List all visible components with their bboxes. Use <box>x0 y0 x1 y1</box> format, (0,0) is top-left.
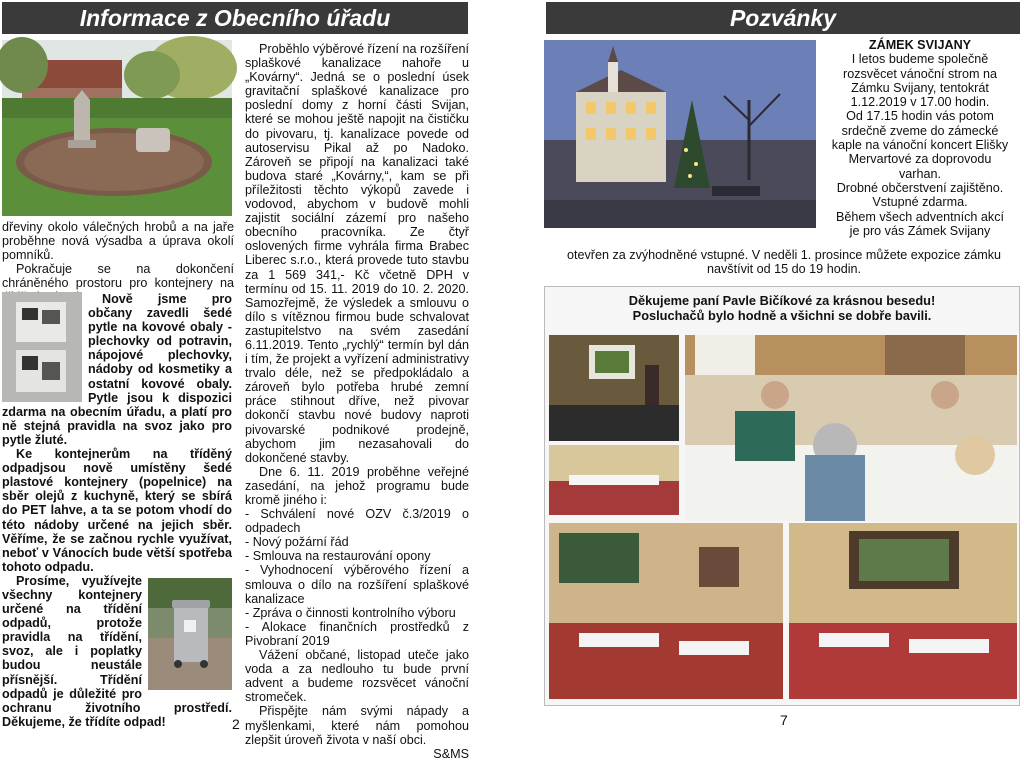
closing-advent: Vážení občané, listopad uteče jako voda a za nedlouho tu bude první advent a budeme rozsvěcet vánoční stromeček. <box>245 648 469 705</box>
agenda-item: - Nový požární řád <box>245 535 349 550</box>
bin-photo <box>148 578 232 690</box>
castle-line: varhan. <box>898 166 941 181</box>
event-photo-5 <box>789 523 1017 699</box>
thanks-line: Posluchačů bylo hodně a všichni se dobře bavili. <box>632 308 932 323</box>
closing-ideas-text: Přispějte nám svými nápady a myšlenkami, které nám pomohou zlepšit úroveň života v naší obci. <box>245 704 469 747</box>
thanks-box <box>544 286 1020 706</box>
left-col2 <box>245 42 469 761</box>
agenda-item: - Vyhodnocení výběrového řízení a smlouva o dílo na rozšíření splaškové kanalizace <box>245 563 469 606</box>
closing-ideas <box>245 704 469 761</box>
castle-line: I letos budeme společně <box>851 52 989 67</box>
agenda-item: - Zpráva o činnosti kontrolního výboru <box>245 605 456 620</box>
castle-line: 1.12.2019 v 17.00 hodin. <box>850 95 990 110</box>
agenda-item: - Schválení nové OZV č.3/2019 o odpadech <box>245 507 469 536</box>
paragraph-trees: dřeviny okolo válečných hrobů a na jaře proběhne nová výsadba a úprava okolí pomníků. <box>2 220 234 263</box>
castle-line: Mervartové za doprovodu <box>848 152 992 167</box>
right-page <box>518 0 1024 732</box>
event-photo-4 <box>549 523 783 699</box>
castle-photo <box>544 40 816 228</box>
thanks-line: Děkujeme paní Pavle Bičíkové za krásnou besedu! <box>628 293 936 308</box>
castle-line: Vstupné zdarma. <box>872 195 968 210</box>
oil-containers-text: Ke kontejnerům na tříděný odpadjsou nově umístěny šedé plastové kontejnery (popelnice) na sběr olejů z kuchyně, který se sbírá do PET lahve, a ta se potom vhodí do této nádoby určené na jejich sběr. Věříme, že se začnou rychle využívat, neboť v Vánocích bude větší spotřeba tohoto odpadu. <box>2 447 232 574</box>
event-photo-3 <box>549 445 679 515</box>
appeal-text: Prosíme, využívejte všechny kontejnery určené na třídění odpadů, protože pravidla na třídění, svoz, ale i poplatky budou neustále přísnější. Třídění odpadů je důležité pro ochranu životního prostředí. Děkujeme, že třídíte odpad! <box>2 573 232 729</box>
castle-line: Drobné občerstvení zajištěno. <box>836 180 1004 195</box>
castle-invitation <box>818 38 1022 238</box>
castle-line: Od 17.15 hodin vás potom <box>846 109 994 124</box>
castle-cont-line: otevřen za zvýhodněné vstupné. V neděli 1. prosince můžete expozice zámku <box>566 248 1002 262</box>
castle-line: Během všech adventních akcí <box>835 209 1004 224</box>
agenda-item: - Smlouva na restaurování opony <box>245 549 431 564</box>
public-meeting-text: Dne 6. 11. 2019 proběhne veřejné zasedání, na jehož programu bude kromě jiného i: <box>245 464 469 507</box>
agenda-item: - Alokace finančních prostředků z Pivobraní 2019 <box>245 619 469 648</box>
left-col1-mid <box>2 292 232 729</box>
event-photo-2 <box>685 335 1017 521</box>
castle-line: kaple na vánoční koncert Elišky <box>831 138 1009 153</box>
castle-invitation-cont <box>546 248 1022 277</box>
left-page <box>0 0 506 761</box>
castle-line: rozsvěcet vánoční strom na <box>843 66 997 81</box>
thanks-text <box>545 293 1019 323</box>
grey-bags-photo <box>2 292 82 402</box>
right-page-number: 7 <box>780 712 788 728</box>
castle-line: Zámku Svijany, tentokrát <box>851 80 989 95</box>
right-headline: Pozvánky <box>546 2 1020 34</box>
sewer-tender-text: Proběhlo výběrové řízení na rozšíření splaškové kanalizace nahoře u „Kovárny“. Jedná se o poslední úsek gravitační splaškové kanalizace pro poslední domy z horní části Svijan, které se mohou ještě napojit na čističku do pivovaru, tj. kanalizace povede od autoservisu Pikal až po Nadoko. Zároveň se připojí na kanalizaci také budova staré „Kovárny,“, kam se při příležitosti těchto výkopů zavede i vodovod, abychom v budově mohli zajistit sociální zázemí pro našeho obecního pracovníka. Ze čtyř oslovených firme vyhrála firma Brabec Liberec s.r.o., která provede tuto stavbu za 1 569 341,- Kč včetně DPH v termínu od 15. 11. 2019 do 10. 2. 2020. Samozřejmě, že výsledek a smlouvu o dílo s vítěznou firmou bude schvalovat zastupitelstvo na svém zasedání 6.11.2019. Tento „rychlý“ termín byl dán i tím, že projekt a vyřízení administrativy trvalo déle, než se předpokládalo a zároveň bylo potřeba hrubé zemní práce stihnout dříve, než pivovar dokončí stavbu nové budovy naproti pivovarské podnikové prodejně, abychom jim nezasahovali do dokončené stavby. <box>245 42 470 465</box>
memorial-photo <box>2 40 232 216</box>
grey-bags-text: Nově jsme pro občany zavedli šedé pytle na kovové obaly - plechovky od potravin, nápojové plechovky, nádoby od kosmetiky a ostatní kovové obaly. Pytle jsou k dispozici zdarma na obecním úřadu, a platí pro ně stejná pravidla na svoz jako pro pytle žluté. <box>2 292 232 447</box>
castle-cont-line: navštívit od 15 do 19 hodin. <box>706 262 862 277</box>
signature: S&MS <box>433 746 469 761</box>
paragraph-containers-space: Pokračuje se na dokončení chráněného prostoru pro kontejnery na <box>2 262 234 291</box>
left-headline: Informace z Obecního úřadu <box>2 2 468 34</box>
left-page-number: 2 <box>232 716 240 732</box>
castle-line: je pro vás Zámek Svijany <box>849 223 991 238</box>
castle-title: ZÁMEK SVIJANY <box>868 38 972 52</box>
castle-line: srdečně zveme do zámecké <box>841 123 999 138</box>
event-photo-1 <box>549 335 679 441</box>
